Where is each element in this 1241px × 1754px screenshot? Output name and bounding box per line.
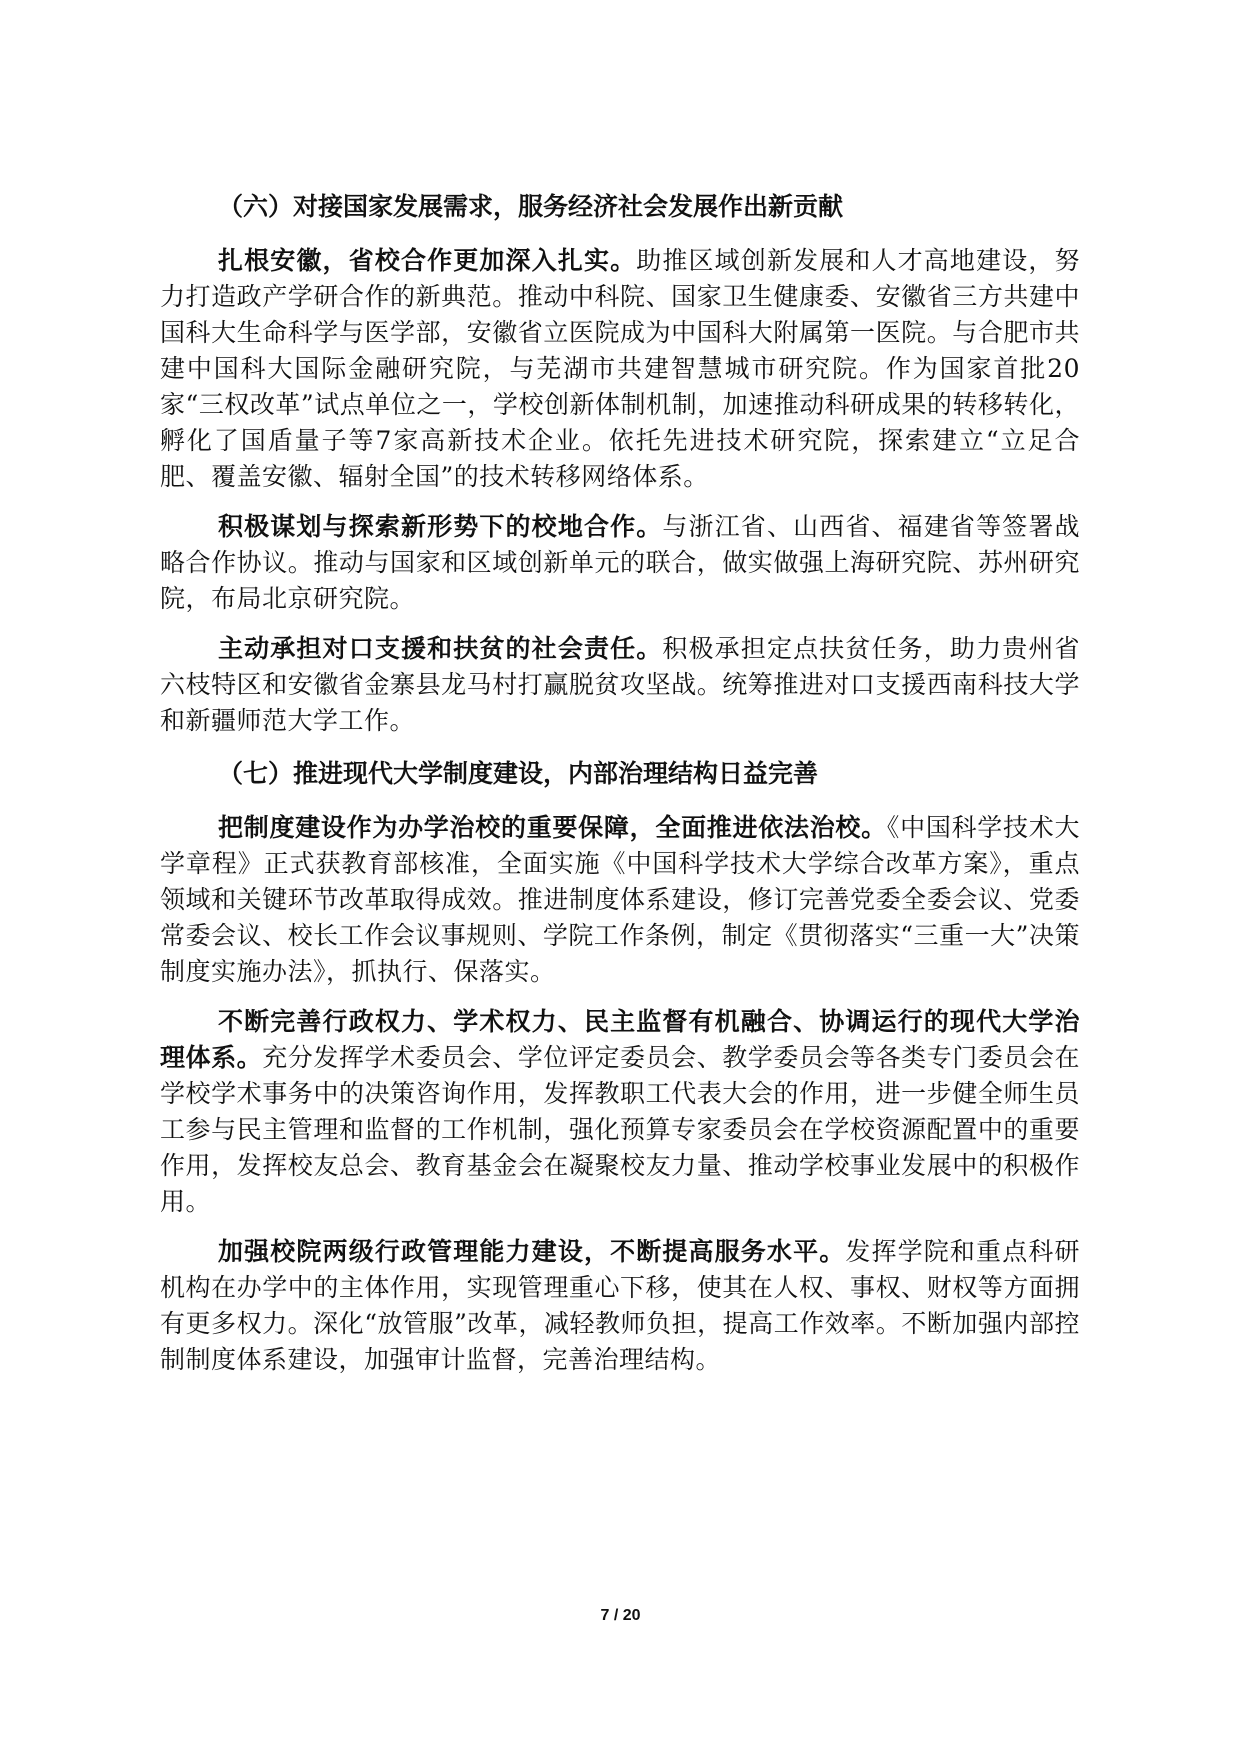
page-number: 7 / 20 [600, 1607, 641, 1624]
paragraph-body: 助推区域创新发展和人才高地建设，努力打造政产学研合作的新典范。推动中科院、国家卫生健康委、安徽省三方共建中国科大生命科学与医学部，安徽省立医院成为中国科大附属第一医院。与合肥市共建中国科大国际金融研究院，与芜湖市共建智慧城市研究院。作为国家首批20家“三权改革”试点单位之一，学校创新体制机制，加速推动科研成果的转移转化，孵化了国盾量子等7家高新技术企业。依托先进技术研究院，探索建立“立足合肥、覆盖安徽、辐射全国”的技术转移网络体系。 [160, 246, 1080, 491]
paragraph [160, 509, 1080, 617]
paragraph-body: 《中国科学技术大学章程》正式获教育部核准，全面实施《中国科学技术大学综合改革方案》，重点领域和关键环节改革取得成效。推进制度体系建设，修订完善党委全委会议、党委常委会议、校长工作会议事规则、学院工作条例，制定《贯彻落实“三重一大”决策制度实施办法》，抓执行、保落实。 [160, 813, 1080, 986]
paragraph-lead: 加强校院两级行政管理能力建设，不断提高服务水平。 [218, 1237, 846, 1266]
paragraph-body: 发挥学院和重点科研机构在办学中的主体作用，实现管理重心下移，使其在人权、事权、财权等方面拥有更多权力。深化“放管服”改革，减轻教师负担，提高工作效率。不断加强内部控制制度体系建设，加强审计监督，完善治理结构。 [160, 1237, 1080, 1374]
paragraph-lead: 不断完善行政权力、学术权力、民主监督有机融合、协调运行的现代大学治理体系。 [160, 1007, 1080, 1072]
paragraph-lead: 把制度建设作为办学治校的重要保障，全面推进依法治校。 [218, 813, 887, 842]
paragraph-lead: 主动承担对口支援和扶贫的社会责任。 [218, 634, 663, 663]
paragraph-body: 积极承担定点扶贫任务，助力贵州省六枝特区和安徽省金寨县龙马村打赢脱贫攻坚战。统筹推进对口支援西南科技大学和新疆师范大学工作。 [160, 634, 1080, 735]
paragraph-body: 充分发挥学术委员会、学位评定委员会、教学委员会等各类专门委员会在学校学术事务中的决策咨询作用，发挥教职工代表大会的作用，进一步健全师生员工参与民主管理和监督的工作机制，强化预算专家委员会在学校资源配置中的重要作用，发挥校友总会、教育基金会在凝聚校友力量、推动学校事业发展中的积极作用。 [160, 1043, 1080, 1216]
document-page [160, 186, 1080, 1392]
paragraph [160, 631, 1080, 739]
paragraph [160, 1004, 1080, 1220]
paragraph-body: 与浙江省、山西省、福建省等签署战略合作协议。推动与国家和区域创新单元的联合，做实做强上海研究院、苏州研究院，布局北京研究院。 [160, 512, 1080, 613]
section-heading-6: （六）对接国家发展需求，服务经济社会发展作出新贡献 [218, 192, 844, 221]
paragraph [160, 1234, 1080, 1378]
paragraph [160, 243, 1080, 495]
paragraph [160, 810, 1080, 990]
paragraph-lead: 扎根安徽，省校合作更加深入扎实。 [218, 246, 637, 275]
paragraph-lead: 积极谋划与探索新形势下的校地合作。 [218, 512, 663, 541]
section-heading-7: （七）推进现代大学制度建设，内部治理结构日益完善 [218, 759, 819, 788]
